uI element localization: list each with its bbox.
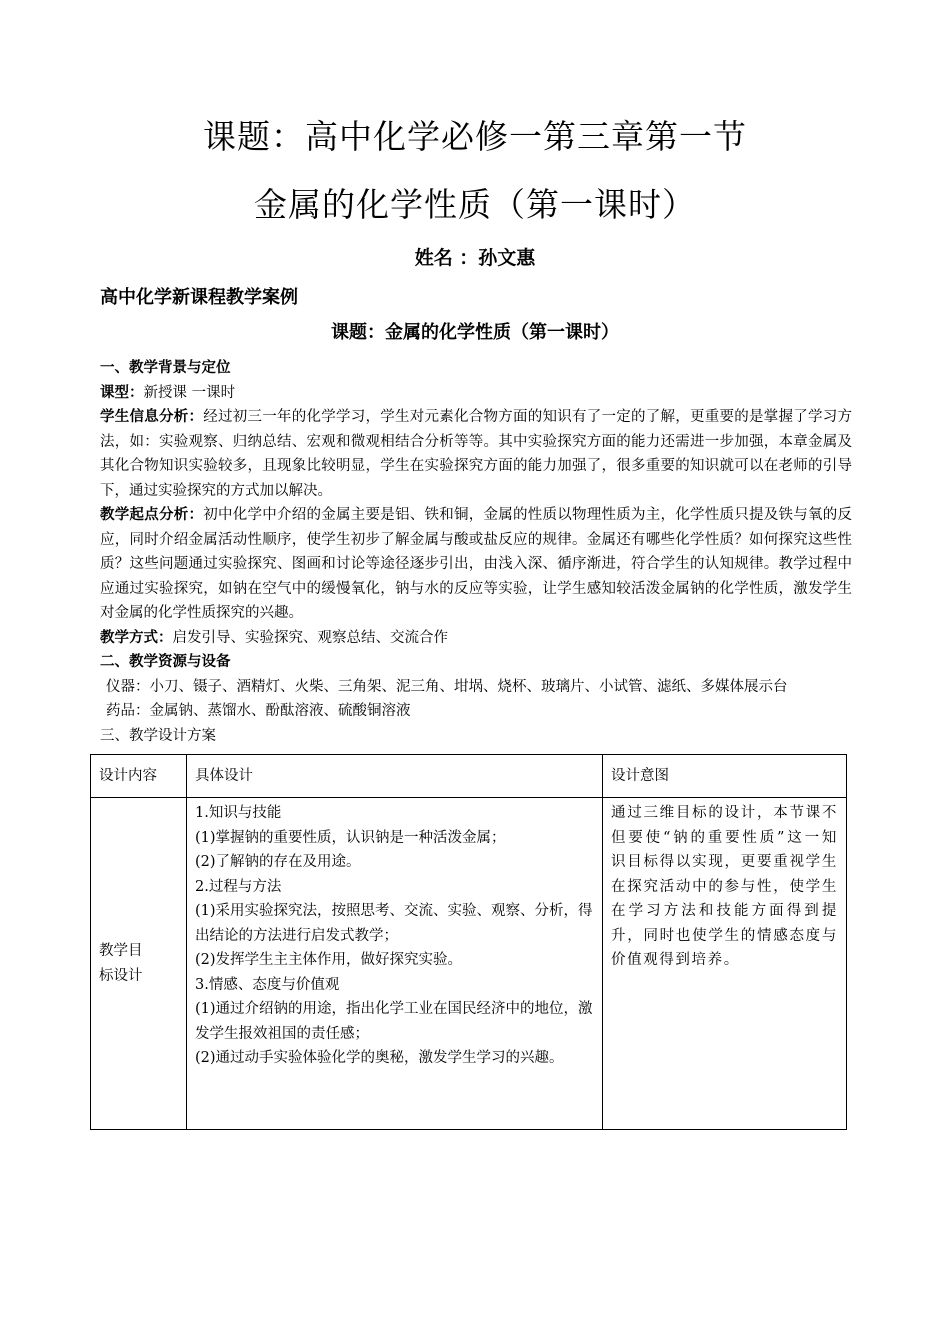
teaching-method-label: 教学方式： — [100, 629, 173, 646]
lesson-title: 课题：金属的化学性质（第一课时） — [331, 322, 619, 343]
objective-line: (1)采用实验探究法，按照思考、交流、实验、观察、分析，得出结论的方法进行启发式教学； — [195, 903, 593, 944]
case-title: 高中化学新课程教学案例 — [100, 287, 298, 308]
objective-line: 3.情感、态度与价值观 — [195, 976, 340, 993]
objective-line: (1)掌握钠的重要性质，认识钠是一种活泼金属； — [195, 829, 506, 846]
reagents-list: 药品：金属钠、蒸馏水、酚酞溶液、硫酸铜溶液 — [106, 703, 411, 719]
row-label-objectives — [91, 798, 187, 1130]
lesson-type-value: 新授课 一课时 — [143, 384, 236, 401]
instruments-list: 仪器：小刀、镊子、酒精灯、火柴、三角架、泥三角、坩埚、烧杯、玻璃片、小试管、滤纸、多媒体展示台 — [106, 678, 788, 695]
objective-line: 1.知识与技能 — [195, 805, 282, 821]
document-title-line2: 金属的化学性质（第一课时） — [254, 185, 696, 224]
table-header-row — [91, 755, 847, 798]
objective-line: (2)了解钠的存在及用途。 — [195, 854, 361, 870]
document-body — [100, 356, 852, 748]
lesson-type-label: 课型： — [100, 384, 144, 401]
table-row — [91, 798, 847, 1130]
header-design-content: 设计内容 — [91, 755, 187, 798]
document-title-line1: 课题：高中化学必修一第三章第一节 — [203, 117, 747, 156]
row-label-line2: 标设计 — [99, 967, 143, 984]
objectives-design-cell — [187, 798, 603, 1130]
author-name: 姓名 ：孙文惠 — [414, 247, 536, 269]
student-analysis-paragraph — [100, 405, 852, 503]
student-analysis-text: 经过初三一年的化学学习，学生对元素化合物方面的知识有了一定的了解，更重要的是掌握了学习方法，如：实验观察、归纳总结、宏观和微观相结合分析等等。其中实验探究方面的能力还需进一步加强，本章金属及其化合物知识实验较多，且现象比较明显，学生在实验探究方面的能力加强了，很多重要的知识就可以在老师的引导下，通过实验探究的方式加以解决。 — [100, 409, 852, 499]
header-design-intent: 设计意图 — [603, 755, 847, 798]
starting-point-paragraph — [100, 503, 852, 626]
teaching-method-paragraph — [100, 626, 852, 651]
objective-line: 2.过程与方法 — [195, 878, 282, 895]
student-analysis-label: 学生信息分析： — [100, 409, 204, 425]
row-label-line1: 教学目 — [99, 943, 143, 959]
teaching-method-value: 启发引导、实验探究、观察总结、交流合作 — [172, 629, 448, 646]
starting-point-text: 初中化学中介绍的金属主要是铝、铁和铜，金属的性质以物理性质为主，化学性质只提及铁与氧的反应，同时介绍金属活动性顺序，使学生初步了解金属与酸或盐反应的规律。金属还有哪些化学性质？如何探究这些性质？这些问题通过实验探究、图画和讨论等途径逐步引出，由浅入深、循序渐进，符合学生的认知规律。教学过程中应通过实验探究，如钠在空气中的缓慢氧化，钠与水的反应等实验，让学生感知较活泼金属钠的化学性质，激发学生对金属的化学性质探究的兴趣。 — [100, 507, 852, 621]
lesson-type-paragraph — [100, 381, 852, 406]
section3-heading: 三、教学设计方案 — [100, 727, 216, 744]
objective-line: (2)通过动手实验体验化学的奥秘，激发学生学习的兴趣。 — [195, 1050, 564, 1066]
starting-point-label: 教学起点分析： — [100, 507, 204, 523]
design-plan-table — [90, 754, 847, 1130]
section1-heading: 一、教学背景与定位 — [100, 360, 231, 376]
design-intent-cell: 通过三维目标的设计，本节课不但要使“钠的重要性质”这一知识目标得以实现，更要重视学生在探究活动中的参与性，使学生在学习方法和技能方面得到提升，同时也使学生的情感态度与价值观得到培养。 — [603, 798, 847, 1130]
section2-heading: 二、教学资源与设备 — [100, 654, 231, 670]
objective-line: (1)通过介绍钠的用途，指出化学工业在国民经济中的地位，激发学生报效祖国的责任感； — [195, 1001, 593, 1042]
objective-line: (2)发挥学生主主体作用，做好探究实验。 — [195, 952, 463, 968]
header-specific-design: 具体设计 — [187, 755, 603, 798]
